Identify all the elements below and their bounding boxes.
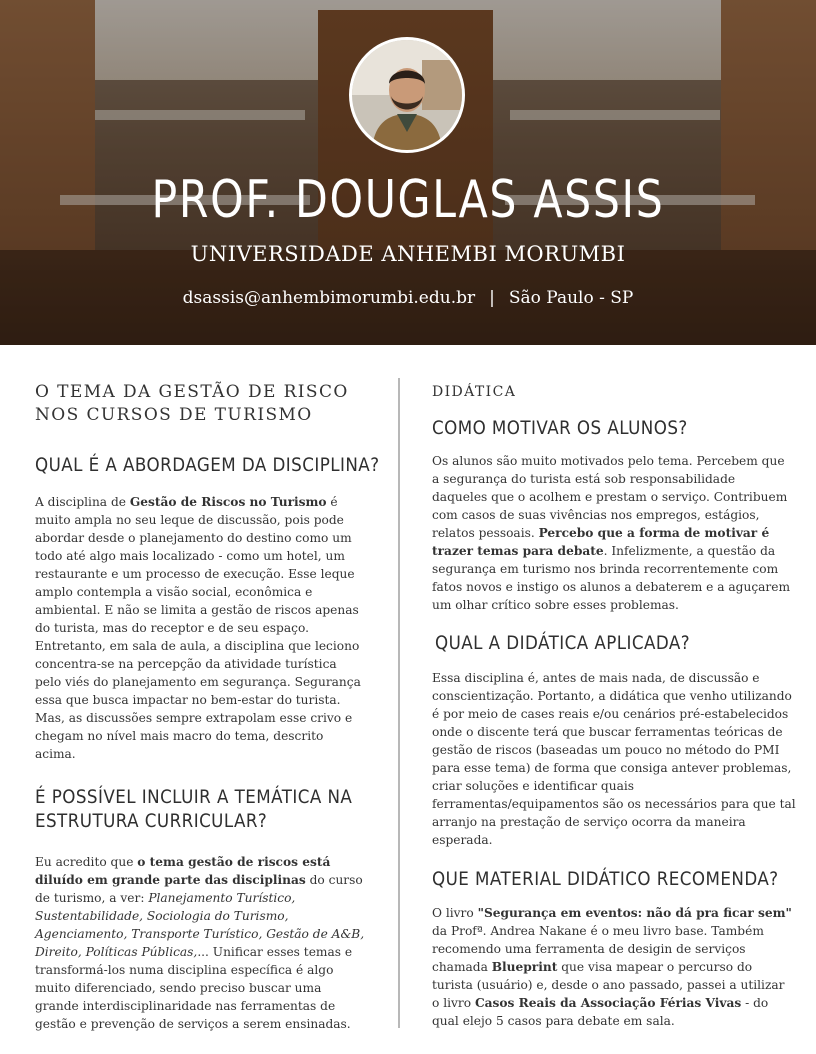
university-name: UNIVERSIDADE ANHEMBI MORUMBI [190,242,626,266]
kicker-line: O TEMA DA GESTÃO DE RISCO [35,382,349,402]
text-run: O livro [432,906,478,920]
question-heading [35,785,352,833]
text-run: . Infelizmente, a questão da segurança em turismo nos brinda recorrentemente com fatos novos e instigo os alunos a debaterem e a aguçarem um olhar crítico sobre esses problemas. [432,544,791,612]
section-kicker [35,381,349,427]
question-heading: QUAL É A ABORDAGEM DA DISCIPLINA? [35,454,380,476]
answer-paragraph [432,452,794,614]
emphasis-bold: Blueprint [491,960,558,974]
avatar [349,37,465,153]
text-run: - do qual elejo 5 casos para debate em sala. [432,996,769,1028]
hero-banner [0,0,816,345]
answer-paragraph [432,669,798,849]
question-heading: QUAL A DIDÁTICA APLICADA? [435,632,691,654]
text-run: que visa mapear o percurso do turista (usuário) e, desde o ano passado, passei a utilizar o livro [432,960,785,1010]
text-run: da Profª. Andrea Nakane é o meu livro base. Também recomendo uma ferramenta de desigin de serviços chamada [432,924,764,974]
person-photo-icon [352,40,462,150]
article-body [0,345,816,1054]
text-run: é muito ampla no seu leque de discussão, pois pode abordar desde o planejamento do destino como um todo até algo mais localizado - como um hotel, um restaurante e um processo de execução. Esse leque amplo contempla a visão social, econômica e ambiental. E não se limita a gestão de riscos apenas do turista, mas do receptor e de seu espaço. Entretanto, em sala de aula, a disciplina que leciono concentra-se na percepção da atividade turística pelo viés do planejamento em segurança. Segurança essa que busca impactar no bem-estar do turista. Mas, as discussões sempre extrapolam esse crivo e chegam no nível mais macro do tema, descrito acima. [35,495,361,761]
emphasis-bold: "Segurança em eventos: não dá pra ficar sem" [477,906,792,920]
email-link[interactable]: dsassis@anhembimorumbi.edu.br [182,288,476,308]
emphasis-bold: Casos Reais da Associação Férias Vivas [474,996,742,1010]
contact-line [0,288,816,308]
text-run: do curso de turismo, a ver: [35,873,363,905]
location-text: São Paulo - SP [508,288,634,308]
kicker-line: NOS CURSOS DE TURISMO [35,405,313,425]
text-run: A disciplina de [35,495,130,509]
text-run: Os alunos são muito motivados pelo tema. Percebem que a segurança do turista está sob responsabilidade daqueles que o acolhem e prestam o serviço. Contribuem com casos de suas vivências nos empregos, estágios, relatos pessoais. [432,454,788,540]
question-heading: QUE MATERIAL DIDÁTICO RECOMENDA? [432,868,779,890]
contact-separator: | [489,288,495,308]
answer-paragraph [35,493,365,763]
professor-name: PROF. DOUGLAS ASSIS [151,170,665,230]
text-run: Eu acredito que [35,855,138,869]
question-heading: COMO MOTIVAR OS ALUNOS? [432,417,688,439]
text-run: Essa disciplina é, antes de mais nada, de discussão e conscientização. Portanto, a didática que venho utilizando é por meio de cases reais e/ou cenários pré-estabelecidos onde o discente terá que buscar ferramentas teóricas de gestão de riscos (baseadas um pouco no método do PMI para esse tema) de forma que consiga antever problemas, criar soluções e identificar quais ferramentas/equipamentos são os necessários para que tal arranjo na prestação de serviço ocorra da maneira esperada. [432,671,796,847]
section-kicker: DIDÁTICA [432,384,517,400]
emphasis-italic: Planejamento Turístico, Sustentabilidade, Sociologia do Turismo, Agenciamento, Transporte Turístico, Gestão de A&B, Direito, Políticas Públicas, [35,891,365,959]
answer-paragraph [35,853,365,1033]
question-line: ESTRUTURA CURRICULAR? [35,810,268,832]
column-divider [398,378,400,1028]
emphasis-bold: Gestão de Riscos no Turismo [129,495,327,509]
answer-paragraph [432,904,794,1030]
emphasis-bold: Percebo que a forma de motivar é trazer temas para debate [432,526,770,558]
text-run: ... Unificar esses temas e transformá-los numa disciplina específica é algo muito diferenciado, sendo preciso buscar uma grande interdisciplinaridade nas ferramentas de gestão e prevenção de serviços a serem ensinadas. [35,945,353,1031]
emphasis-bold: o tema gestão de riscos está diluído em grande parte das disciplinas [35,855,331,887]
question-line: É POSSÍVEL INCLUIR A TEMÁTICA NA [35,786,353,808]
